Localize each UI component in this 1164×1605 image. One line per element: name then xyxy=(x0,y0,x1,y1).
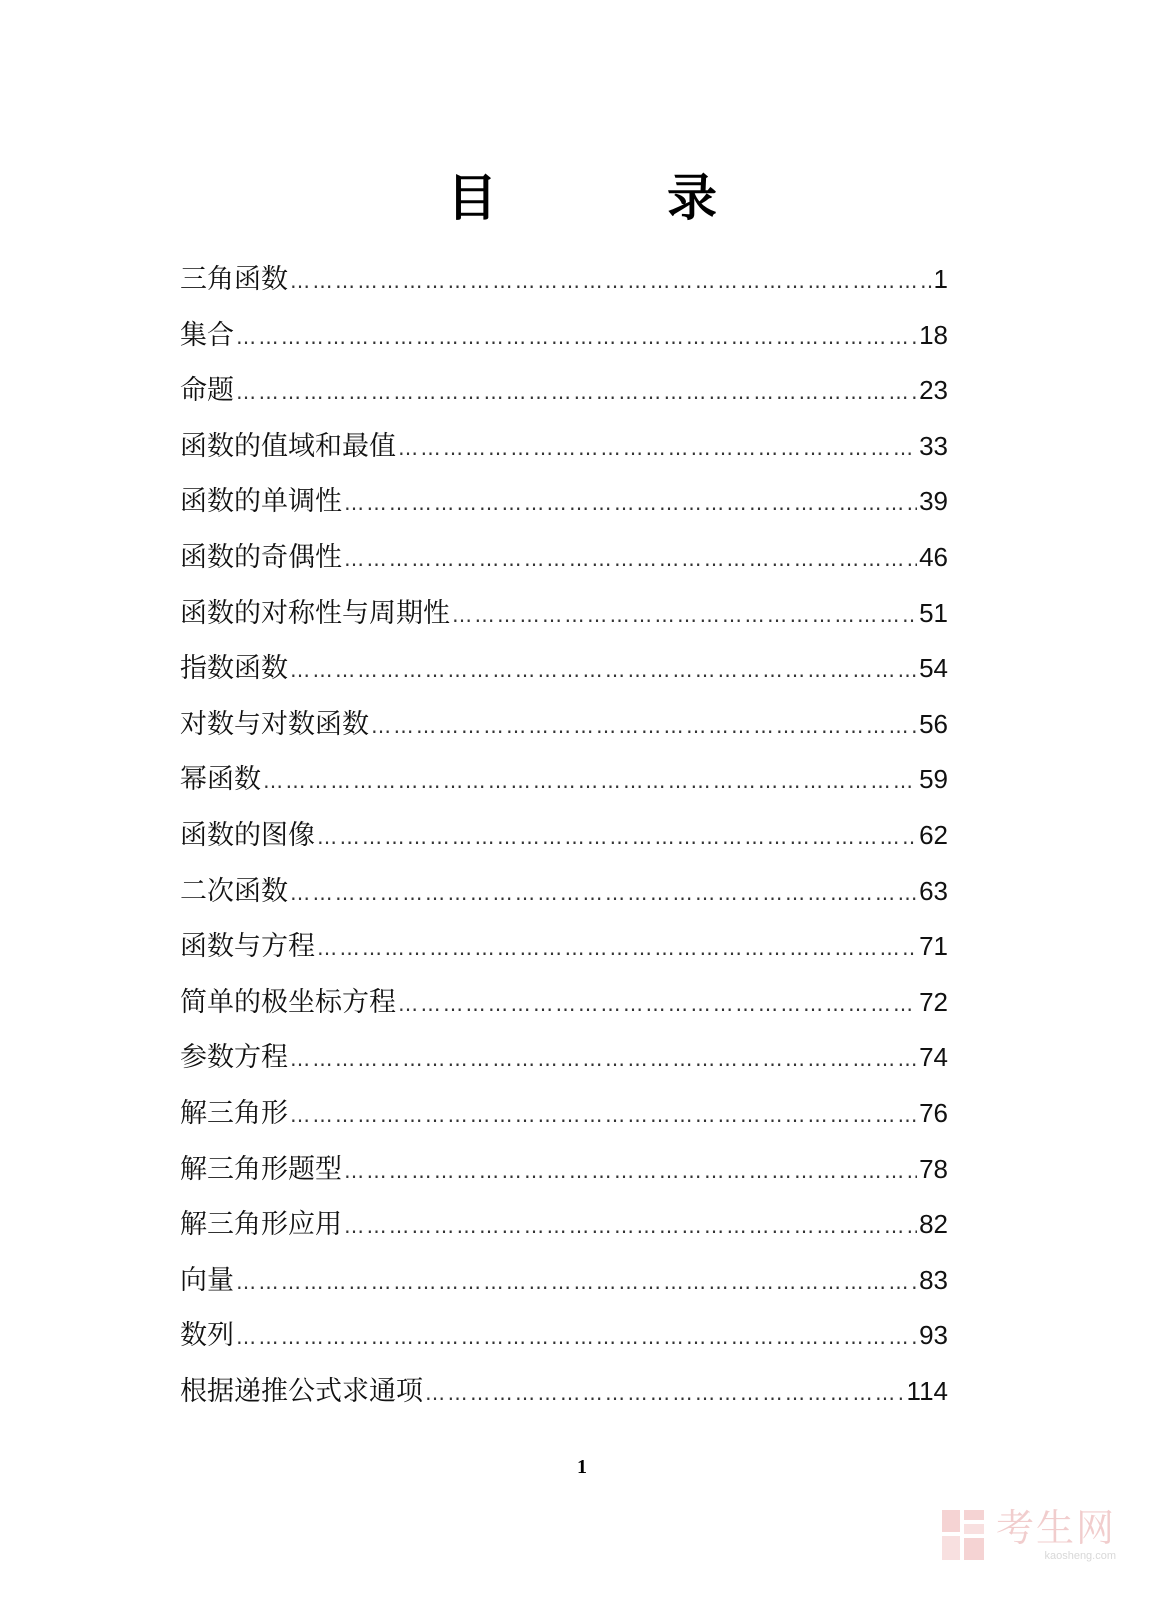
dot-leader xyxy=(290,1092,917,1138)
toc-item-label: 函数的对称性与周期性 xyxy=(180,597,450,629)
toc-item-page: 78 xyxy=(919,1153,948,1184)
toc-item[interactable] xyxy=(180,1034,948,1090)
toc-item[interactable] xyxy=(180,979,948,1035)
page-number: 1 xyxy=(577,1456,587,1478)
dot-leader xyxy=(290,870,917,916)
watermark-text xyxy=(996,1505,1117,1562)
toc-item-label: 二次函数 xyxy=(180,875,288,907)
toc-item-label: 简单的极坐标方程 xyxy=(180,986,396,1018)
toc-item-page: 1 xyxy=(933,264,948,294)
toc-item-page: 46 xyxy=(919,541,948,572)
dot-leader xyxy=(290,258,932,304)
toc-item[interactable] xyxy=(180,1312,948,1368)
toc-item[interactable] xyxy=(180,701,948,757)
toc-item-page: 71 xyxy=(919,931,948,962)
toc-item[interactable] xyxy=(180,812,948,868)
toc-item-label: 命题 xyxy=(180,375,234,407)
toc-item-page: 23 xyxy=(919,375,948,406)
toc-item-label: 参数方程 xyxy=(180,1042,288,1074)
toc-item-page: 82 xyxy=(919,1209,948,1240)
watermark xyxy=(940,1500,1155,1570)
toc-item-label: 解三角形题型 xyxy=(180,1153,342,1185)
toc-item-page: 114 xyxy=(906,1375,948,1406)
toc-item-page: 62 xyxy=(919,819,948,850)
toc-item-page: 63 xyxy=(919,875,948,906)
dot-leader xyxy=(317,925,917,971)
toc-item-label: 集合 xyxy=(180,319,234,351)
toc-item[interactable] xyxy=(180,256,948,312)
dot-leader xyxy=(425,1370,905,1416)
toc-item-label: 解三角形 xyxy=(180,1097,288,1129)
table-of-contents xyxy=(180,256,948,1423)
toc-item-page: 74 xyxy=(919,1042,948,1073)
page-title: 目 录 xyxy=(447,169,777,227)
dot-leader xyxy=(344,1203,917,1249)
toc-item-page: 18 xyxy=(919,319,948,350)
toc-item[interactable] xyxy=(180,923,948,979)
toc-item-label: 根据递推公式求通项 xyxy=(180,1375,423,1407)
toc-item-page: 39 xyxy=(919,486,948,517)
toc-item-label: 幂函数 xyxy=(180,764,261,796)
toc-item-label: 函数的奇偶性 xyxy=(180,541,342,573)
toc-item[interactable] xyxy=(180,1257,948,1313)
dot-leader xyxy=(290,647,917,693)
dot-leader xyxy=(236,369,917,415)
toc-item-label: 三角函数 xyxy=(180,264,288,295)
dot-leader xyxy=(290,1036,917,1082)
dot-leader xyxy=(236,1259,917,1305)
dot-leader xyxy=(344,1148,917,1194)
toc-item[interactable] xyxy=(180,423,948,479)
toc-item[interactable] xyxy=(180,312,948,368)
toc-item[interactable] xyxy=(180,367,948,423)
toc-item-label: 数列 xyxy=(180,1320,234,1352)
toc-item-label: 解三角形应用 xyxy=(180,1209,342,1241)
toc-item-label: 函数的单调性 xyxy=(180,486,342,518)
toc-item[interactable] xyxy=(180,645,948,701)
toc-item-label: 函数的图像 xyxy=(180,819,315,851)
toc-item[interactable] xyxy=(180,1201,948,1257)
toc-item-page: 33 xyxy=(919,430,948,461)
kaosheng-logo-icon xyxy=(940,1506,988,1564)
toc-item-label: 向量 xyxy=(180,1264,234,1296)
toc-item-page: 93 xyxy=(919,1320,948,1351)
toc-item[interactable] xyxy=(180,478,948,534)
toc-item-page: 72 xyxy=(919,986,948,1017)
dot-leader xyxy=(236,314,917,360)
watermark-name: 考生网 xyxy=(996,1505,1117,1550)
dot-leader xyxy=(344,480,917,526)
dot-leader xyxy=(236,1314,917,1360)
dot-leader xyxy=(452,592,917,638)
toc-item-page: 56 xyxy=(919,708,948,739)
toc-item-label: 指数函数 xyxy=(180,653,288,685)
toc-item[interactable] xyxy=(180,534,948,590)
toc-item[interactable] xyxy=(180,1368,948,1424)
toc-item-label: 对数与对数函数 xyxy=(180,708,369,740)
toc-item[interactable] xyxy=(180,1090,948,1146)
dot-leader xyxy=(398,981,917,1027)
toc-item[interactable] xyxy=(180,868,948,924)
toc-item[interactable] xyxy=(180,756,948,812)
dot-leader xyxy=(317,814,917,860)
toc-item-page: 83 xyxy=(919,1264,948,1295)
dot-leader xyxy=(263,758,917,804)
toc-item[interactable] xyxy=(180,1146,948,1202)
toc-item[interactable] xyxy=(180,590,948,646)
dot-leader xyxy=(371,703,917,749)
toc-item-page: 59 xyxy=(919,764,948,795)
toc-item-page: 51 xyxy=(919,597,948,628)
toc-item-page: 76 xyxy=(919,1097,948,1128)
toc-item-page: 54 xyxy=(919,653,948,684)
toc-item-label: 函数与方程 xyxy=(180,931,315,963)
toc-item-label: 函数的值域和最值 xyxy=(180,430,396,462)
watermark-url: kaosheng.com xyxy=(1044,1549,1117,1562)
dot-leader xyxy=(344,536,917,582)
dot-leader xyxy=(398,425,917,471)
